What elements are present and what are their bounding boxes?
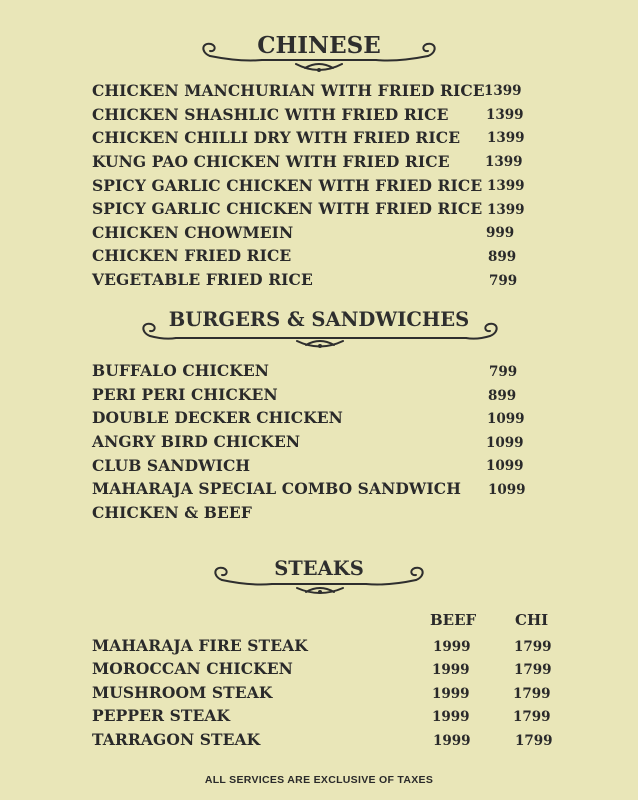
- list-item: PEPPER STEAK: [92, 706, 231, 725]
- price: 1099: [486, 435, 524, 451]
- list-item: MAHARAJA FIRE STEAK: [92, 636, 308, 655]
- list-item: MUSHROOM STEAK: [92, 683, 273, 702]
- price: 1399: [485, 154, 523, 170]
- column-header-chi: CHI: [515, 611, 549, 629]
- price-chi: 1799: [513, 709, 551, 725]
- list-item: CLUB SANDWICH: [92, 456, 251, 475]
- list-item: CHICKEN MANCHURIAN WITH FRIED RICE: [92, 81, 485, 100]
- price-chi: 1799: [513, 686, 551, 702]
- price: 799: [489, 364, 518, 380]
- list-item: VEGETABLE FRIED RICE: [92, 270, 313, 289]
- burgers-title: BURGERS & SANDWICHES: [168, 308, 470, 331]
- price: 899: [488, 388, 517, 404]
- price: 1099: [487, 411, 525, 427]
- price: 1399: [484, 83, 522, 99]
- list-item: SPICY GARLIC CHICKEN WITH FRIED RICE: [92, 199, 483, 218]
- price: 1099: [486, 458, 524, 474]
- steaks-title: STEAKS: [274, 557, 364, 580]
- list-item: CHICKEN CHILLI DRY WITH FRIED RICE: [92, 128, 461, 147]
- price: 799: [489, 273, 518, 289]
- price: 1399: [487, 130, 525, 146]
- chinese-title: CHINESE: [257, 32, 381, 59]
- list-item: CHICKEN & BEEF: [92, 503, 252, 522]
- price: 1099: [488, 482, 526, 498]
- list-item: CHICKEN SHASHLIC WITH FRIED RICE: [92, 105, 449, 124]
- tax-notice: ALL SERVICES ARE EXCLUSIVE OF TAXES: [204, 774, 434, 786]
- list-item: CHICKEN CHOWMEIN: [92, 223, 294, 242]
- list-item: DOUBLE DECKER CHICKEN: [92, 408, 343, 427]
- price-beef: 1999: [433, 733, 471, 749]
- price-beef: 1999: [432, 686, 470, 702]
- list-item: ANGRY BIRD CHICKEN: [92, 432, 301, 451]
- price-chi: 1799: [514, 662, 552, 678]
- price-chi: 1799: [514, 639, 552, 655]
- list-item: MOROCCAN CHICKEN: [92, 659, 293, 678]
- price-beef: 1999: [432, 709, 470, 725]
- steaks-heading: [0, 556, 638, 596]
- price: 999: [486, 225, 515, 241]
- list-item: BUFFALO CHICKEN: [92, 361, 270, 380]
- price: 899: [488, 249, 517, 265]
- list-item: KUNG PAO CHICKEN WITH FRIED RICE: [92, 152, 450, 171]
- list-item: TARRAGON STEAK: [92, 730, 261, 749]
- price-chi: 1799: [515, 733, 553, 749]
- list-item: CHICKEN FRIED RICE: [92, 246, 292, 265]
- price: 1399: [487, 202, 525, 218]
- list-item: SPICY GARLIC CHICKEN WITH FRIED RICE: [92, 176, 483, 195]
- price-beef: 1999: [432, 662, 470, 678]
- price: 1399: [487, 178, 525, 194]
- column-header-beef: BEEF: [430, 611, 477, 629]
- list-item: MAHARAJA SPECIAL COMBO SANDWICH: [92, 479, 461, 498]
- price: 1399: [486, 107, 524, 123]
- list-item: PERI PERI CHICKEN: [92, 385, 278, 404]
- price-beef: 1999: [433, 639, 471, 655]
- burgers-heading: [0, 306, 638, 346]
- chinese-heading: [0, 30, 638, 70]
